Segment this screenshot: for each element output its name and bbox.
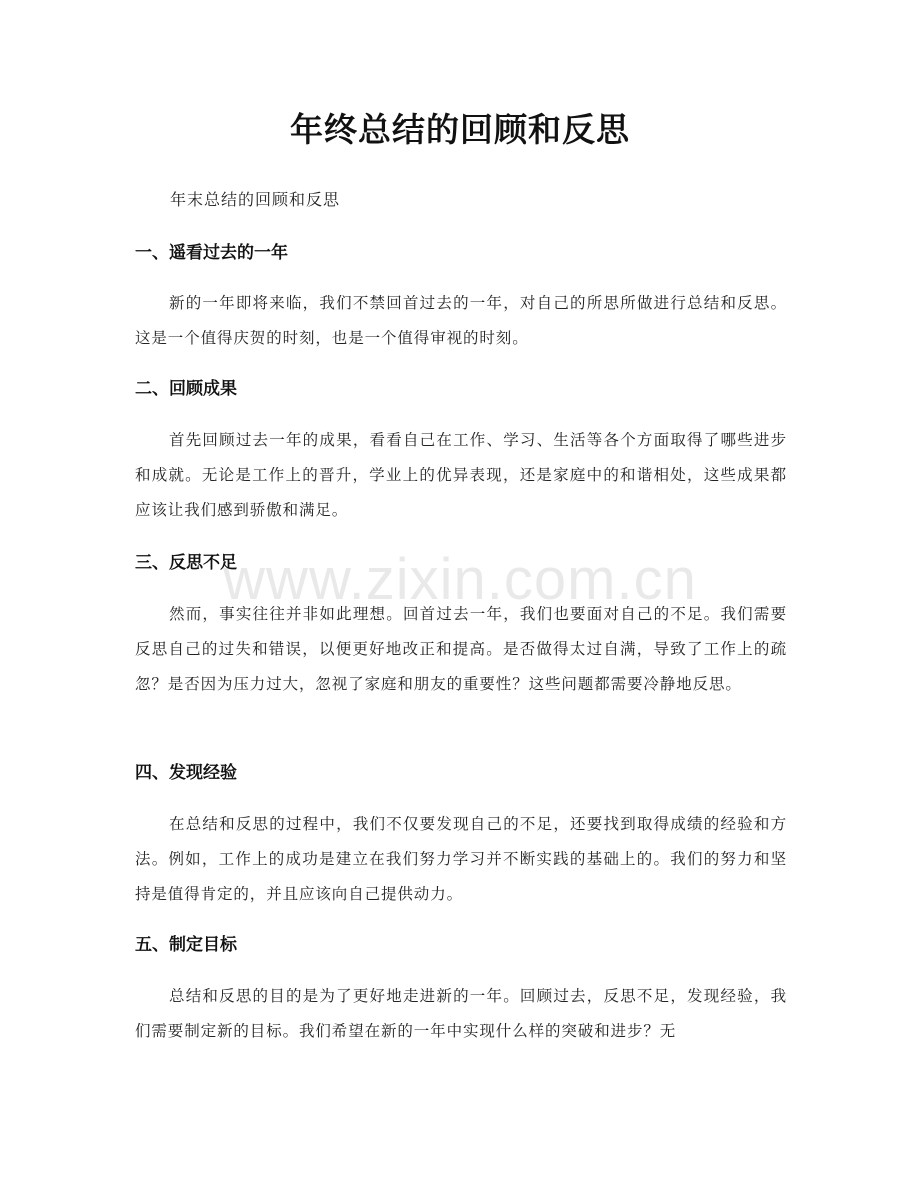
section-paragraph-4: 在总结和反思的过程中，我们不仅要发现自己的不足，还要找到取得成绩的经验和方法。例如，工作上的成功是建立在我们努力学习并不断实践的基础上的。我们的努力和坚持是值得肯定的，并且应该向自己提供动力。 [135, 815, 787, 903]
document-subtitle: 年末总结的回顾和反思 [170, 190, 341, 209]
section-heading-4: 四、发现经验 [135, 763, 237, 783]
section-paragraph-3: 然而，事实往往并非如此理想。回首过去一年，我们也要面对自己的不足。我们需要反思自己的过失和错误，以便更好地改正和提高。是否做得太过自满，导致了工作上的疏忽？是否因为压力过大，忽视了家庭和朋友的重要性？这些问题都需要冷静地反思。 [135, 605, 787, 693]
page-title: 年终总结的回顾和反思 [290, 110, 630, 149]
watermark: www.zixin.com.cn [223, 547, 697, 612]
section-heading-1: 一、遥看过去的一年 [135, 243, 288, 263]
section-heading-3: 三、反思不足 [135, 553, 237, 573]
section-paragraph-1: 新的一年即将来临，我们不禁回首过去的一年，对自己的所思所做进行总结和反思。这是一个值得庆贺的时刻，也是一个值得审视的时刻。 [135, 294, 787, 347]
section-paragraph-2: 首先回顾过去一年的成果，看看自己在工作、学习、生活等各个方面取得了哪些进步和成就。无论是工作上的晋升，学业上的优异表现，还是家庭中的和谐相处，这些成果都应该让我们感到骄傲和满足。 [135, 431, 787, 519]
section-paragraph-5: 总结和反思的目的是为了更好地走进新的一年。回顾过去，反思不足，发现经验，我们需要制定新的目标。我们希望在新的一年中实现什么样的突破和进步？无 [135, 987, 787, 1040]
section-heading-5: 五、制定目标 [135, 935, 237, 955]
section-heading-2: 二、回顾成果 [135, 379, 237, 399]
